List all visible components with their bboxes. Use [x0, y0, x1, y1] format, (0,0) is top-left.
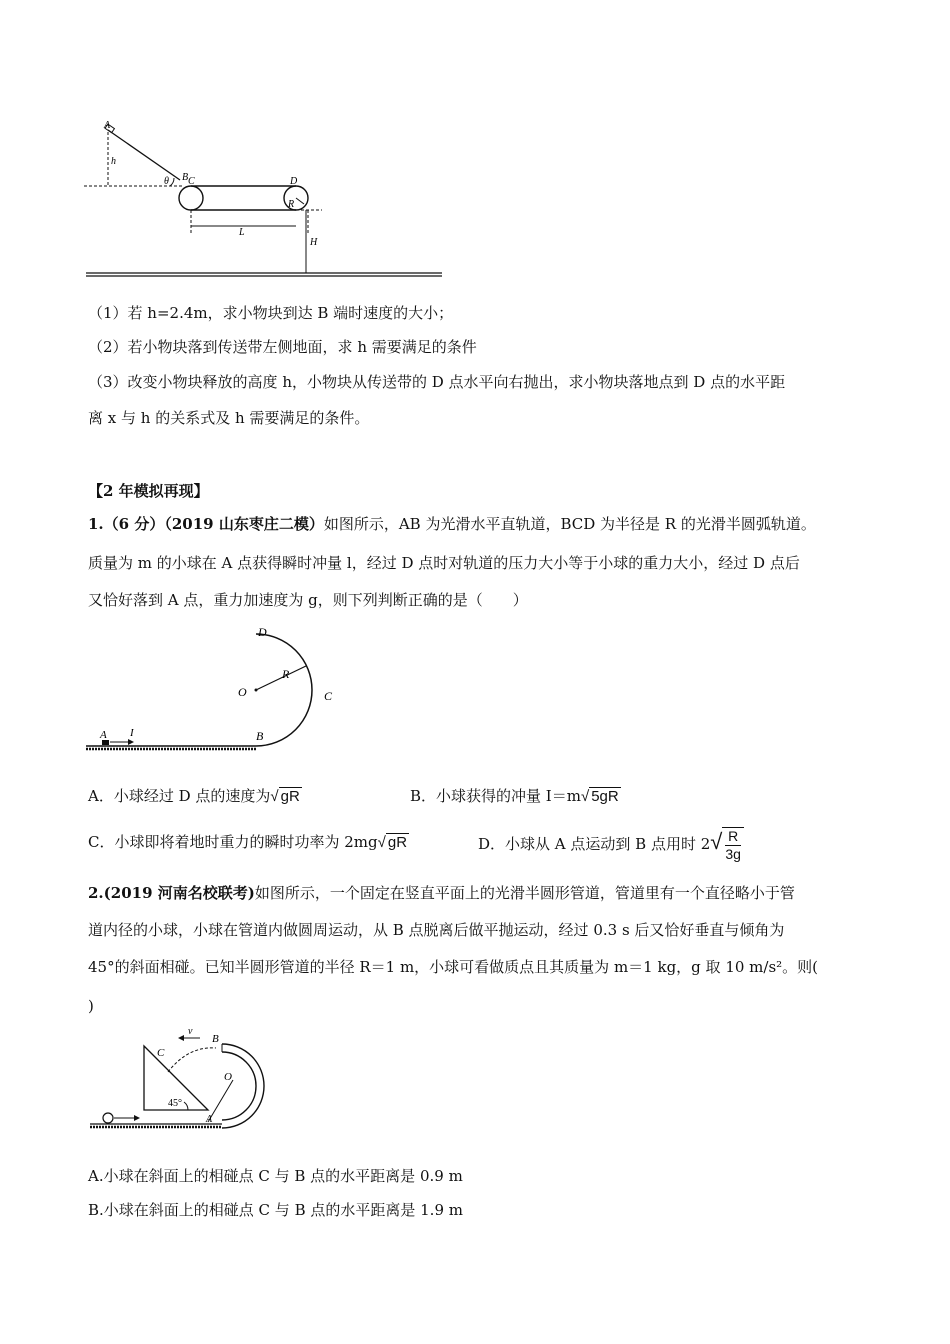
q1-score: （6 分） [103, 515, 165, 533]
fig1-label-big-h: H [310, 237, 318, 248]
q2-option-a[interactable]: A.小球在斜面上的相碰点 C 与 B 点的水平距离是 0.9 m [88, 1167, 463, 1185]
fig1-label-a: A [104, 120, 111, 131]
sqrt-symbol: √ gR [270, 788, 300, 805]
question-part-1: （1）若 h=2.4m，求小物块到达 B 端时速度的大小； [88, 304, 454, 322]
q1-option-b-radicand: 5gR [591, 788, 619, 805]
fig3-label-a: A [206, 1114, 213, 1125]
fig2-label-a: A [100, 729, 107, 741]
q2-header: 2.(2019 河南名校联考) [88, 884, 255, 902]
fraction-denominator: 3g [725, 846, 741, 862]
q1-option-b-text: B．小球获得的冲量 I＝m [410, 787, 581, 805]
figure-semicircle-track [86, 622, 356, 760]
fig3-label-angle: 45° [168, 1098, 182, 1109]
q1-stem-2: 质量为 m 的小球在 A 点获得瞬时冲量 l，经过 D 点时对轨道的压力大小等于小球的重力大小，经过 D 点后 [88, 554, 800, 572]
figure-incline-conveyor [84, 118, 444, 282]
figure-semicircle-track-svg [86, 622, 356, 760]
fig2-label-i: I [130, 727, 134, 739]
question-part-3: （3）改变小物块释放的高度 h，小物块从传送带的 D 点水平向右抛出，求小物块落地点到 D 点的水平距 [88, 373, 786, 391]
q1-source: （2019 山东枣庄二模） [164, 515, 324, 533]
sqrt-symbol: √ [710, 829, 723, 854]
q1-option-b[interactable] [410, 786, 621, 807]
q1-option-d-fraction [722, 827, 744, 863]
section-title: 【2 年模拟再现】 [88, 482, 209, 500]
question-part-3-cont: 离 x 与 h 的关系式及 h 需要满足的条件。 [88, 409, 370, 427]
q2-line-1 [88, 883, 795, 903]
q1-stem-1: 如图所示，AB 为光滑水平直轨道，BCD 为半径是 R 的光滑半圆弧轨道。 [323, 515, 816, 533]
q1-option-a-radicand: gR [280, 788, 300, 805]
fig3-label-v: v [188, 1026, 193, 1037]
q1-option-d-text: D．小球从 A 点运动到 B 点用时 2 [478, 835, 711, 853]
q1-option-a[interactable] [88, 786, 302, 807]
q1-option-c-radicand: gR [387, 834, 408, 851]
fig2-label-o: O [238, 685, 247, 699]
fig1-label-r: R [288, 199, 295, 210]
fraction-numerator: R [728, 828, 739, 844]
fig3-label-b: B [212, 1033, 219, 1045]
q1-option-c-text: C．小球即将着地时重力的瞬时功率为 2mg [88, 833, 378, 851]
figure-incline-conveyor-svg [84, 118, 444, 282]
fig1-label-theta: θ [164, 176, 169, 187]
q1-line-1 [88, 514, 816, 534]
fig1-label-d: D [290, 176, 298, 187]
fig3-label-c: C [157, 1047, 165, 1059]
q1-stem-3: 又恰好落到 A 点，重力加速度为 g，则下列判断正确的是（ ） [88, 591, 528, 609]
q2-stem-4: ) [88, 997, 94, 1015]
q2-option-b[interactable]: B.小球在斜面上的相碰点 C 与 B 点的水平距离是 1.9 m [88, 1201, 463, 1219]
fig2-label-b: B [256, 729, 264, 743]
figure-pipe-incline-svg [88, 1026, 278, 1134]
q1-option-c[interactable] [88, 832, 409, 853]
fig1-label-c: C [188, 176, 195, 187]
fig2-label-d: D [258, 625, 267, 639]
fig2-label-r: R [282, 667, 290, 681]
figure-pipe-incline [88, 1026, 278, 1134]
question-part-2: （2）若小物块落到传送带左侧地面，求 h 需要满足的条件 [88, 338, 477, 356]
fig1-label-l: L [239, 227, 245, 238]
fig1-label-b: B [182, 172, 189, 183]
q2-stem-3: 45°的斜面相碰。已知半圆形管道的半径 R＝1 m，小球可看做质点且其质量为 m＝1 kg，g 取 10 m/s²。则( [88, 958, 819, 976]
fig1-label-h: h [111, 156, 116, 167]
q1-number: 1. [88, 515, 104, 533]
q2-stem-2: 道内径的小球，小球在管道内做圆周运动，从 B 点脱离后做平抛运动，经过 0.3 s 后又恰好垂直与倾角为 [88, 921, 785, 939]
sqrt-symbol: √ gR [377, 834, 408, 851]
fig3-label-o: O [224, 1071, 232, 1083]
q1-option-a-text: A．小球经过 D 点的速度为 [88, 787, 271, 805]
q2-stem-1: 如图所示，一个固定在竖直平面上的光滑半圆形管道，管道里有一个直径略小于管 [254, 884, 795, 902]
fig2-label-c: C [324, 689, 333, 703]
q1-option-d[interactable] [478, 822, 744, 864]
sqrt-symbol: √ 5gR [580, 788, 619, 805]
